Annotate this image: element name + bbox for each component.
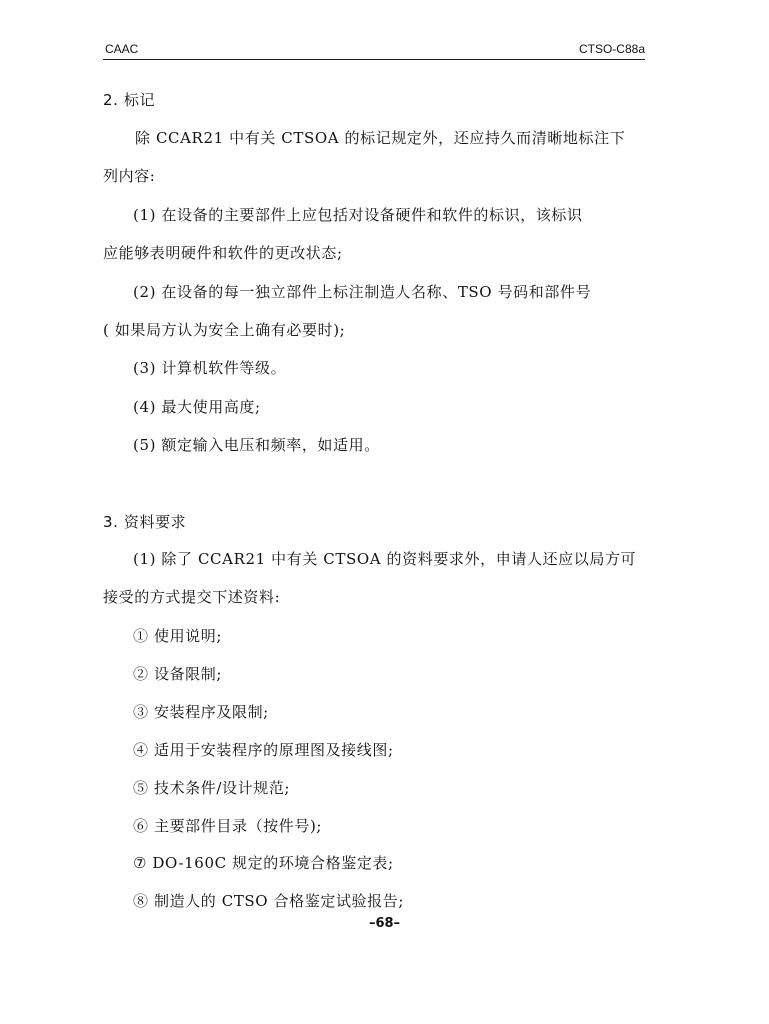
section-2-line-8: (4) 最大使用高度; [133,398,261,416]
section-2-line-5: (2) 在设备的每一独立部件上标注制造人名称、TSO 号码和部件号 [133,283,592,301]
list-item: ① 使用说明; [133,627,223,645]
list-item: ⑤ 技术条件/设计规范; [133,779,291,797]
section-2-line-2: 列内容: [103,167,156,185]
list-item: ⑥ 主要部件目录（按件号); [133,817,323,835]
section-2-line-9: (5) 额定输入电压和频率，如适用。 [133,436,380,454]
section-2-line-3: (1) 在设备的主要部件上应包括对设备硬件和软件的标识，该标识 [133,206,583,224]
list-item: ③ 安装程序及限制; [133,703,269,721]
section-3-heading: 3. 资料要求 [103,513,187,531]
list-item: ④ 适用于安装程序的原理图及接线图; [133,741,394,759]
section-3-line-2: 接受的方式提交下述资料: [103,588,281,606]
header-org: CAAC [105,42,139,56]
section-2-line-4: 应能够表明硬件和软件的更改状态; [103,244,343,262]
list-item: ⑧ 制造人的 CTSO 合格鉴定试验报告; [133,892,405,910]
list-item: ⑦ DO-160C 规定的环境合格鉴定表; [133,854,394,872]
section-3-line-1: (1) 除了 CCAR21 中有关 CTSOA 的资料要求外，申请人还应以局方可 [133,550,637,568]
section-2-line-7: (3) 计算机软件等级。 [133,359,287,377]
section-2-line-1: 除 CCAR21 中有关 CTSOA 的标记规定外，还应持久而清晰地标注下 [135,129,626,147]
section-2-line-6: ( 如果局方认为安全上确有必要时); [103,321,346,339]
section-2-heading: 2. 标记 [103,91,156,109]
page-header [103,41,645,60]
page-number: –68– [368,916,401,931]
header-doc-id: CTSO-C88a [578,42,645,56]
list-item: ② 设备限制; [133,665,223,683]
